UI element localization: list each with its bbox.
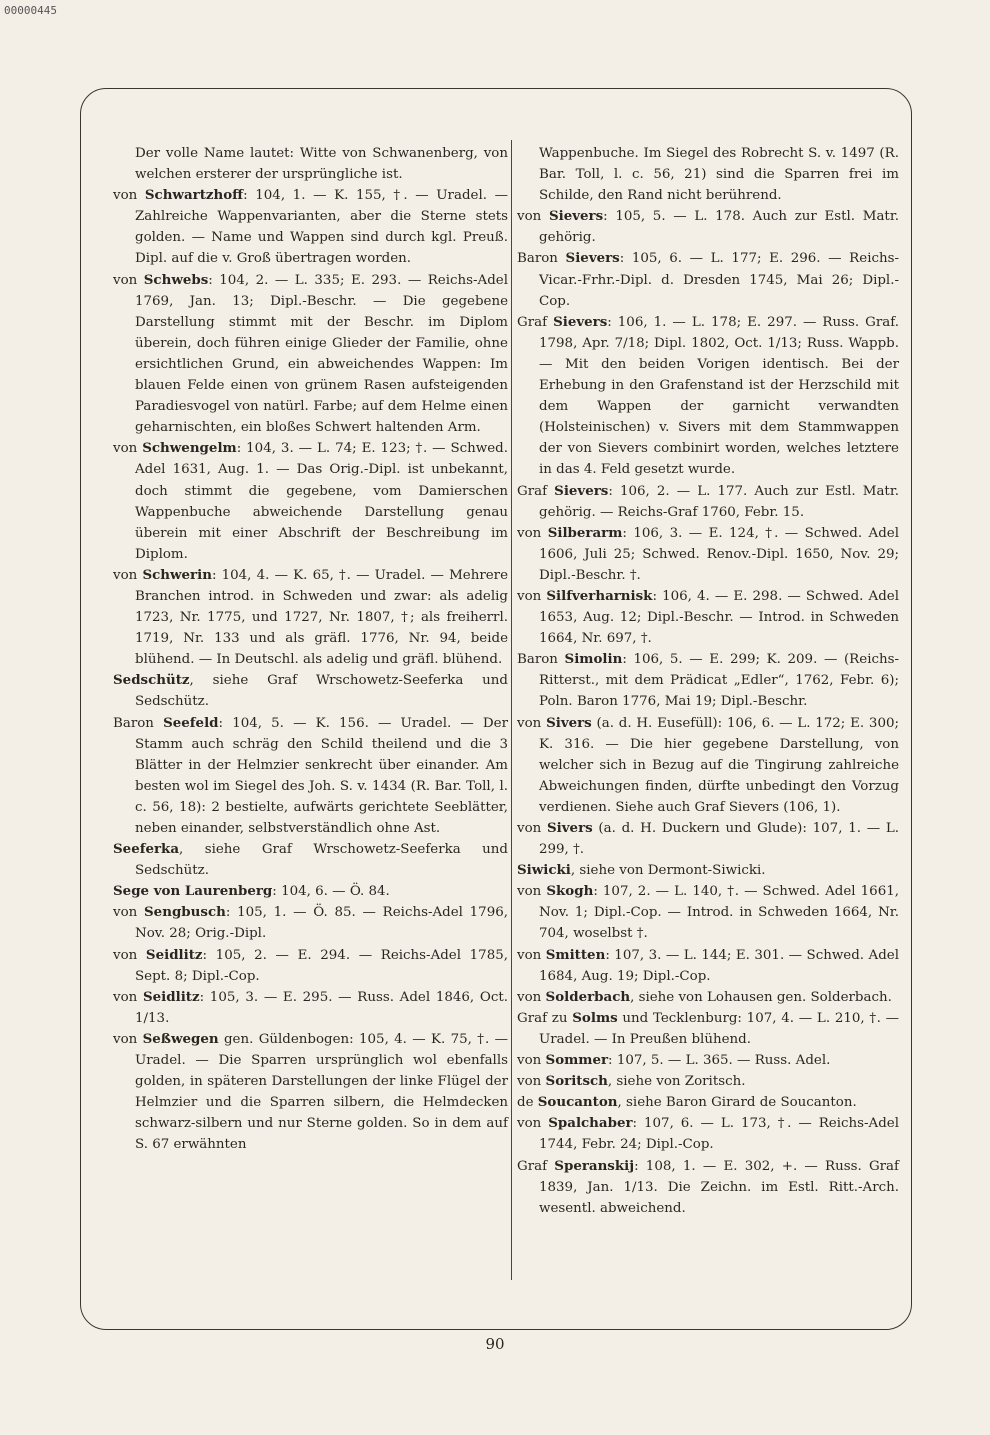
entry-name: Sievers xyxy=(565,250,620,267)
entry-text: : 105, 3. — E. 295. — Russ. Adel 1846, Oct. 1/13. xyxy=(135,989,508,1026)
entry-prefix: von xyxy=(517,884,542,900)
entry-text: : 105, 6. — L. 177; E. 296. — Reichs-Vicar.-Frhr.-Dipl. d. Dresden 1745, Mai 26; Dipl.-Cop. xyxy=(539,251,899,309)
entry-text: : 104, 4. — K. 65, †. — Uradel. — Mehrere Branchen introd. in Schweden und zwar: als adelig 1723, Nr. 1775, und 1727, Nr. 1807, †; als freiherrl. 1719, Nr. 133 und als gräfl. 1776, Nr. 94, beide blühend. — In Deutschl. als adelig und gräfl. blühend. xyxy=(135,567,508,668)
entry-text: , siehe von Dermont-Siwicki. xyxy=(570,863,766,879)
entry-text: : 106, 1. — L. 178; E. 297. — Russ. Graf. 1798, Apr. 7/18; Dipl. 1802, Oct. 1/13; Russ. Wappb. — Mit den beiden Vorigen identisch. Bei der Erhebung in den Grafenstand ist der Herzschild mit dem Wappen der garnicht verwandten (Holsteinischen) v. Sivers mit dem Stammwappen der von Sievers combinirt worden, welches letztere in das 4. Feld gesetzt wurde. xyxy=(539,314,899,478)
entry-name: Schwartzhoff xyxy=(144,187,244,204)
entry-prefix: Graf xyxy=(517,314,548,330)
entry-text: und Tecklenburg: 107, 4. — L. 210, †. — Uradel. — In Preußen blühend. xyxy=(539,1010,900,1047)
entry-text: : 104, 3. — L. 74; E. 123; †. — Schwed. Adel 1631, Aug. 1. — Das Orig.-Dipl. ist unbekannt, doch stimmt die gegebene, vom Damierschen Wappenbuche abweichende Darstellung genau überein mit einer Abschrift der Beschreibung im Diplom. xyxy=(135,441,508,562)
entry-name: Schwebs xyxy=(143,271,209,288)
entry-prefix: Baron xyxy=(517,652,558,668)
entry-name: Sengbusch xyxy=(144,904,226,921)
dictionary-entry xyxy=(517,1071,899,1092)
entry-text: , siehe Baron Girard de Soucanton. xyxy=(617,1095,857,1111)
scan-id: 00000445 xyxy=(4,4,57,17)
dictionary-entry xyxy=(517,713,899,818)
dictionary-entry xyxy=(517,987,899,1008)
entry-prefix: von xyxy=(113,272,138,288)
dictionary-entry xyxy=(517,945,899,987)
entry-name: Siwicki xyxy=(517,862,571,879)
entry-prefix: von xyxy=(113,441,138,457)
entry-prefix: Graf xyxy=(517,1158,548,1174)
entry-prefix: Baron xyxy=(113,715,154,731)
entry-prefix: von xyxy=(113,567,138,583)
dictionary-entry xyxy=(113,438,508,565)
entry-text: , siehe Graf Wrschowetz-Seeferka und Sedschütz. xyxy=(135,673,508,710)
dictionary-entry xyxy=(517,818,899,860)
entry-prefix: von xyxy=(517,209,542,225)
entry-text: : 107, 6. — L. 173, †. — Reichs-Adel 1744, Febr. 24; Dipl.-Cop. xyxy=(539,1116,899,1153)
entry-name: Sivers xyxy=(547,820,593,836)
entry-text: : 106, 2. — L. 177. Auch zur Estl. Matr. gehörig. — Reichs-Graf 1760, Febr. 15. xyxy=(539,483,899,520)
entry-text: , siehe Graf Wrschowetz-Seeferka und Sedschütz. xyxy=(135,842,508,879)
entry-name: Sievers xyxy=(554,482,609,499)
dictionary-entry xyxy=(517,523,899,586)
dictionary-entry xyxy=(517,481,899,523)
entry-text: : 106, 5. — E. 299; K. 209. — (Reichs-Ritterst., mit dem Prädicat „Edler“, 1762, Febr. 6); Poln. Baron 1776, Mai 19; Dipl.-Beschr. xyxy=(539,652,899,710)
entry-name: Soucanton xyxy=(537,1094,618,1111)
entry-prefix: von xyxy=(517,1074,542,1090)
entry-prefix: von xyxy=(517,989,542,1005)
entry-text: (a. d. H. Duckern und Glude): 107, 1. — L. 299, †. xyxy=(539,821,899,858)
entry-text: : 107, 2. — L. 140, †. — Schwed. Adel 1661, Nov. 1; Dipl.-Cop. — Introd. in Schweden 1664, Nr. 704, woselbst †. xyxy=(539,884,899,942)
dictionary-entry xyxy=(113,713,508,840)
dictionary-entry xyxy=(113,670,508,712)
dictionary-entry xyxy=(517,206,899,248)
dictionary-entry xyxy=(517,143,899,206)
entry-text: gen. Güldenbogen: 105, 4. — K. 75, †. — Uradel. — Die Sparren ursprünglich wol ebenfalls golden, in späteren Darstellungen der linke Flügel der Helmzier und die Sparren silbern, die Helmdecken schwarz-silbern und nur Sterne golden. So in dem auf S. 67 erwähnten xyxy=(135,1031,508,1153)
entry-prefix: von xyxy=(113,1031,138,1047)
entry-name: Seidlitz xyxy=(142,988,200,1005)
entry-prefix: von xyxy=(517,1116,542,1132)
entry-text: , siehe von Lohausen gen. Solderbach. xyxy=(630,989,892,1005)
entry-name: Seidlitz xyxy=(145,946,203,963)
entry-name: Sivers xyxy=(546,714,592,731)
dictionary-entry xyxy=(113,1029,508,1156)
dictionary-entry xyxy=(113,270,508,439)
entry-name: Soritsch xyxy=(545,1073,608,1090)
entry-name: Silfverharnisk xyxy=(546,587,653,604)
entry-prefix: von xyxy=(517,821,542,836)
entry-name: Sievers xyxy=(548,208,604,225)
dictionary-entry xyxy=(517,860,899,881)
entry-text: : 105, 1. — Ö. 85. — Reichs-Adel 1796, Nov. 28; Orig.-Dipl. xyxy=(135,905,508,942)
dictionary-entry xyxy=(517,312,899,481)
entry-name: Sege von Laurenberg xyxy=(113,883,273,900)
dictionary-entry xyxy=(113,839,508,881)
dictionary-entry xyxy=(517,1113,899,1155)
dictionary-entry xyxy=(517,1008,899,1050)
page-number: 90 xyxy=(485,1335,505,1353)
entry-prefix: de xyxy=(517,1095,534,1111)
entry-prefix: Baron xyxy=(517,251,558,267)
entry-name: Silberarm xyxy=(547,524,623,541)
entry-name: Seeferka xyxy=(113,841,179,858)
entry-text: : 106, 3. — E. 124, †. — Schwed. Adel 1606, Juli 25; Schwed. Renov.-Dipl. 1650, Nov. 29; Dipl.-Beschr. †. xyxy=(539,525,900,583)
entry-prefix: Graf zu xyxy=(517,1010,568,1026)
entry-text: : 107, 3. — L. 144; E. 301. — Schwed. Adel 1684, Aug. 19; Dipl.-Cop. xyxy=(539,947,899,984)
dictionary-entry xyxy=(517,586,899,649)
dictionary-entry xyxy=(517,649,899,712)
right-column xyxy=(517,143,899,1219)
entry-text: : 105, 5. — L. 178. Auch zur Estl. Matr. gehörig. xyxy=(539,209,899,246)
entry-text: : 107, 5. — L. 365. — Russ. Adel. xyxy=(608,1053,831,1069)
entry-name: Solms xyxy=(572,1009,618,1026)
dictionary-entry xyxy=(113,881,508,902)
entry-text: : 104, 5. — K. 156. — Uradel. — Der Stamm auch schräg den Schild theilend und die 3 Blätter in der Helmzier senkrecht über einander. Am besten wol im Siegel des Joh. S. v. 1434 (R. Bar. Toll, l. c. 56, 18): 2 bestielte, aufwärts gerichtete Seeblätter, neben einander, selbstverständlich ohne Ast. xyxy=(135,715,508,836)
entry-name: Sedschütz xyxy=(113,672,190,689)
dictionary-entry xyxy=(517,1050,899,1071)
entry-prefix: von xyxy=(517,715,542,731)
entry-text: , siehe von Zoritsch. xyxy=(607,1074,746,1090)
entry-text: : 105, 2. — E. 294. — Reichs-Adel 1785, Sept. 8; Dipl.-Cop. xyxy=(135,947,508,984)
entry-text: : 104, 6. — Ö. 84. xyxy=(272,884,390,900)
dictionary-entry xyxy=(113,945,508,987)
entry-prefix: von xyxy=(113,989,138,1005)
entry-name: Skogh xyxy=(546,883,594,900)
dictionary-entry xyxy=(113,902,508,944)
entry-text: : 108, 1. — E. 302, +. — Russ. Graf 1839, Jan. 1/13. Die Zeichn. im Estl. Ritt.-Arch. wesentl. abweichend. xyxy=(539,1158,899,1216)
entry-text: : 106, 4. — E. 298. — Schwed. Adel 1653, Aug. 12; Dipl.-Beschr. — Introd. in Schweden 1664, Nr. 697, †. xyxy=(539,588,899,647)
entry-name: Spalchaber xyxy=(548,1115,633,1132)
dictionary-entry xyxy=(113,143,508,185)
entry-text: Der volle Name lautet: Witte von Schwanenberg, von welchen ersterer der ursprüngliche ist. xyxy=(135,146,508,183)
entry-name: Solderbach xyxy=(545,988,631,1005)
entry-prefix: von xyxy=(113,947,138,963)
entry-prefix: von xyxy=(517,1053,542,1069)
entry-prefix: von xyxy=(517,588,542,604)
entry-prefix: von xyxy=(113,188,138,204)
entry-text: : 104, 1. — K. 155, †. — Uradel. — Zahlreiche Wappenvarianten, aber die Sterne stets golden. — Name und Wappen sind durch kgl. Preuß. Dipl. auf die v. Groß übertragen worden. xyxy=(135,188,508,267)
entry-name: Sommer xyxy=(545,1052,609,1069)
entry-name: Speranskij xyxy=(554,1157,635,1174)
dictionary-entry xyxy=(113,185,508,269)
entry-name: Smitten xyxy=(545,946,606,963)
entry-name: Sievers xyxy=(553,313,608,330)
entry-name: Seefeld xyxy=(163,714,219,731)
left-column xyxy=(113,143,508,1156)
dictionary-entry xyxy=(113,987,508,1029)
column-divider xyxy=(511,140,512,1280)
dictionary-entry xyxy=(517,248,899,311)
entry-name: Schwengelm xyxy=(142,440,237,457)
entry-prefix: von xyxy=(517,947,542,963)
entry-text: Wappenbuche. Im Siegel des Robrecht S. v. 1497 (R. Bar. Toll, l. c. 56, 21) sind die Sparren frei im Schilde, den Rand nicht berührend. xyxy=(539,146,899,204)
entry-name: Simolin xyxy=(564,651,623,668)
entry-name: Seßwegen xyxy=(142,1030,219,1047)
dictionary-entry xyxy=(517,1092,899,1113)
dictionary-entry xyxy=(517,881,899,944)
entry-text: : 104, 2. — L. 335; E. 293. — Reichs-Adel 1769, Jan. 13; Dipl.-Beschr. — Die gegebene Darstellung stimmt mit der Beschr. im Diplom überein, doch führen einige Glieder der Familie, ohne ersichtlichen Grund, ein abweichendes Wappen: Im blauen Felde einen von grünem Rasen aufsteigenden Paradiesvogel von natürl. Farbe; auf dem Helme einen geharnischten, ein bloßes Schwert haltenden Arm. xyxy=(135,272,508,436)
dictionary-entry xyxy=(517,1156,899,1219)
dictionary-entry xyxy=(113,565,508,670)
entry-text: (a. d. H. Eusefüll): 106, 6. — L. 172; E. 300; K. 316. — Die hier gegebene Darstellung, von welcher sich in Bezug auf die Tingirung zahlreiche Abweichungen finden, dürfte unbedingt den Vorzug verdienen. Siehe auch Graf Sievers (106, 1). xyxy=(539,715,899,815)
entry-prefix: von xyxy=(517,525,542,541)
entry-prefix: von xyxy=(113,905,138,921)
entry-prefix: Graf xyxy=(517,483,548,499)
entry-name: Schwerin xyxy=(142,566,212,583)
